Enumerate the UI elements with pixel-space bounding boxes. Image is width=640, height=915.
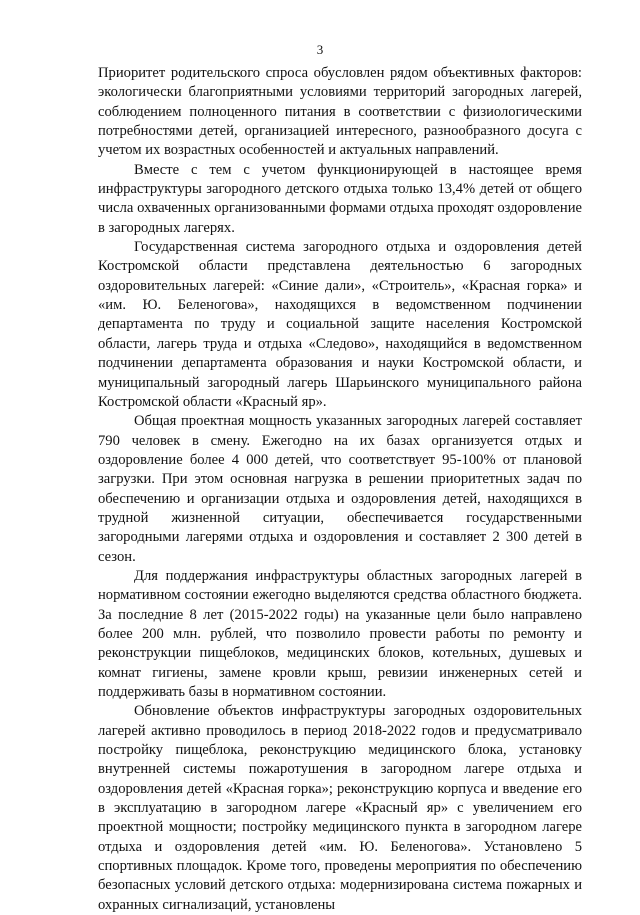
paragraph-state-system: Государственная система загородного отдыха и оздоровления детей Костромской области представлена деятельностью 6 загородных оздоровительных лагерей: «Синие дали», «Строитель», «Красная горка» и «им. Ю. Беленогова», находящихся в ведомственном подчинении департамента по труду и социальной защите населения Костромской области, лагерь труда и отдыха «Следово», находящийся в ведомственном подчинении департамента образования и науки Костромской области, и муниципальный загородный лагерь Шарьинского муниципального района Костромской области «Красный яр». [98, 239, 582, 410]
paragraph-infrastructure-share: Вместе с тем с учетом функционирующей в настоящее время инфраструктуры загородного детского отдыха только 13,4% детей от общего числа охваченных организованными формами отдыха проходят оздоровление в загородных лагерях. [98, 161, 582, 236]
paragraph-parental-demand: Приоритет родительского спроса обусловлен рядом объективных факторов: экологически благоприятными условиями территорий загородных лагерей, соблюдением полноценного питания в соответствии с физиологическими потребностями детей, организацией интересного, разнообразного досуга с учетом их возрастных особенностей и актуальных направлений. [98, 65, 582, 159]
paragraph-renovation: Обновление объектов инфраструктуры загородных оздоровительных лагерей активно проводилось в период 2018-2022 годов и предусматривало постройку пищеблока, реконструкцию медицинского блока, установку внутренней системы пожаротушения в загородном лагере отдыха и оздоровления детей «Красная горка»; реконструкцию корпуса и введение его в эксплуатацию в загородном лагере «Красный яр» с увеличением его проектной мощности; постройку медицинского пункта в загородном лагере отдыха и оздоровления детей «им. Ю. Беленогова». Установлено 5 спортивных площадок. Кроме того, проведены мероприятия по обеспечению безопасных условий детского отдыха: модернизирована система пожарных и охранных сигнализаций, установлены [98, 703, 582, 913]
page-number: 3 [316, 42, 324, 57]
paragraph-funding: Для поддержания инфраструктуры областных загородных лагерей в нормативном состоянии ежегодно выделяются средства областного бюджета. За последние 8 лет (2015-2022 годы) на указанные цели было направлено более 200 млн. рублей, что позволило провести работы по ремонту и реконструкции пищеблоков, медицинских блоков, котельных, душевых и комнат гигиены, замене кровли крыш, ревизии инженерных сетей и поддерживать базы в нормативном состоянии. [98, 567, 582, 700]
document-body [98, 64, 582, 915]
paragraph-capacity: Общая проектная мощность указанных загородных лагерей составляет 790 человек в смену. Ежегодно на их базах организуется отдых и оздоровление более 4 000 детей, что соответствует 95-100% от плановой загрузки. При этом основная нагрузка в решении приоритетных задач по обеспечению и организации отдыха и оздоровления детей, находящихся в трудной жизненной ситуации, обеспечивается государственными загородными лагерями отдыха и оздоровления и составляет 2 300 детей в сезон. [98, 413, 582, 565]
